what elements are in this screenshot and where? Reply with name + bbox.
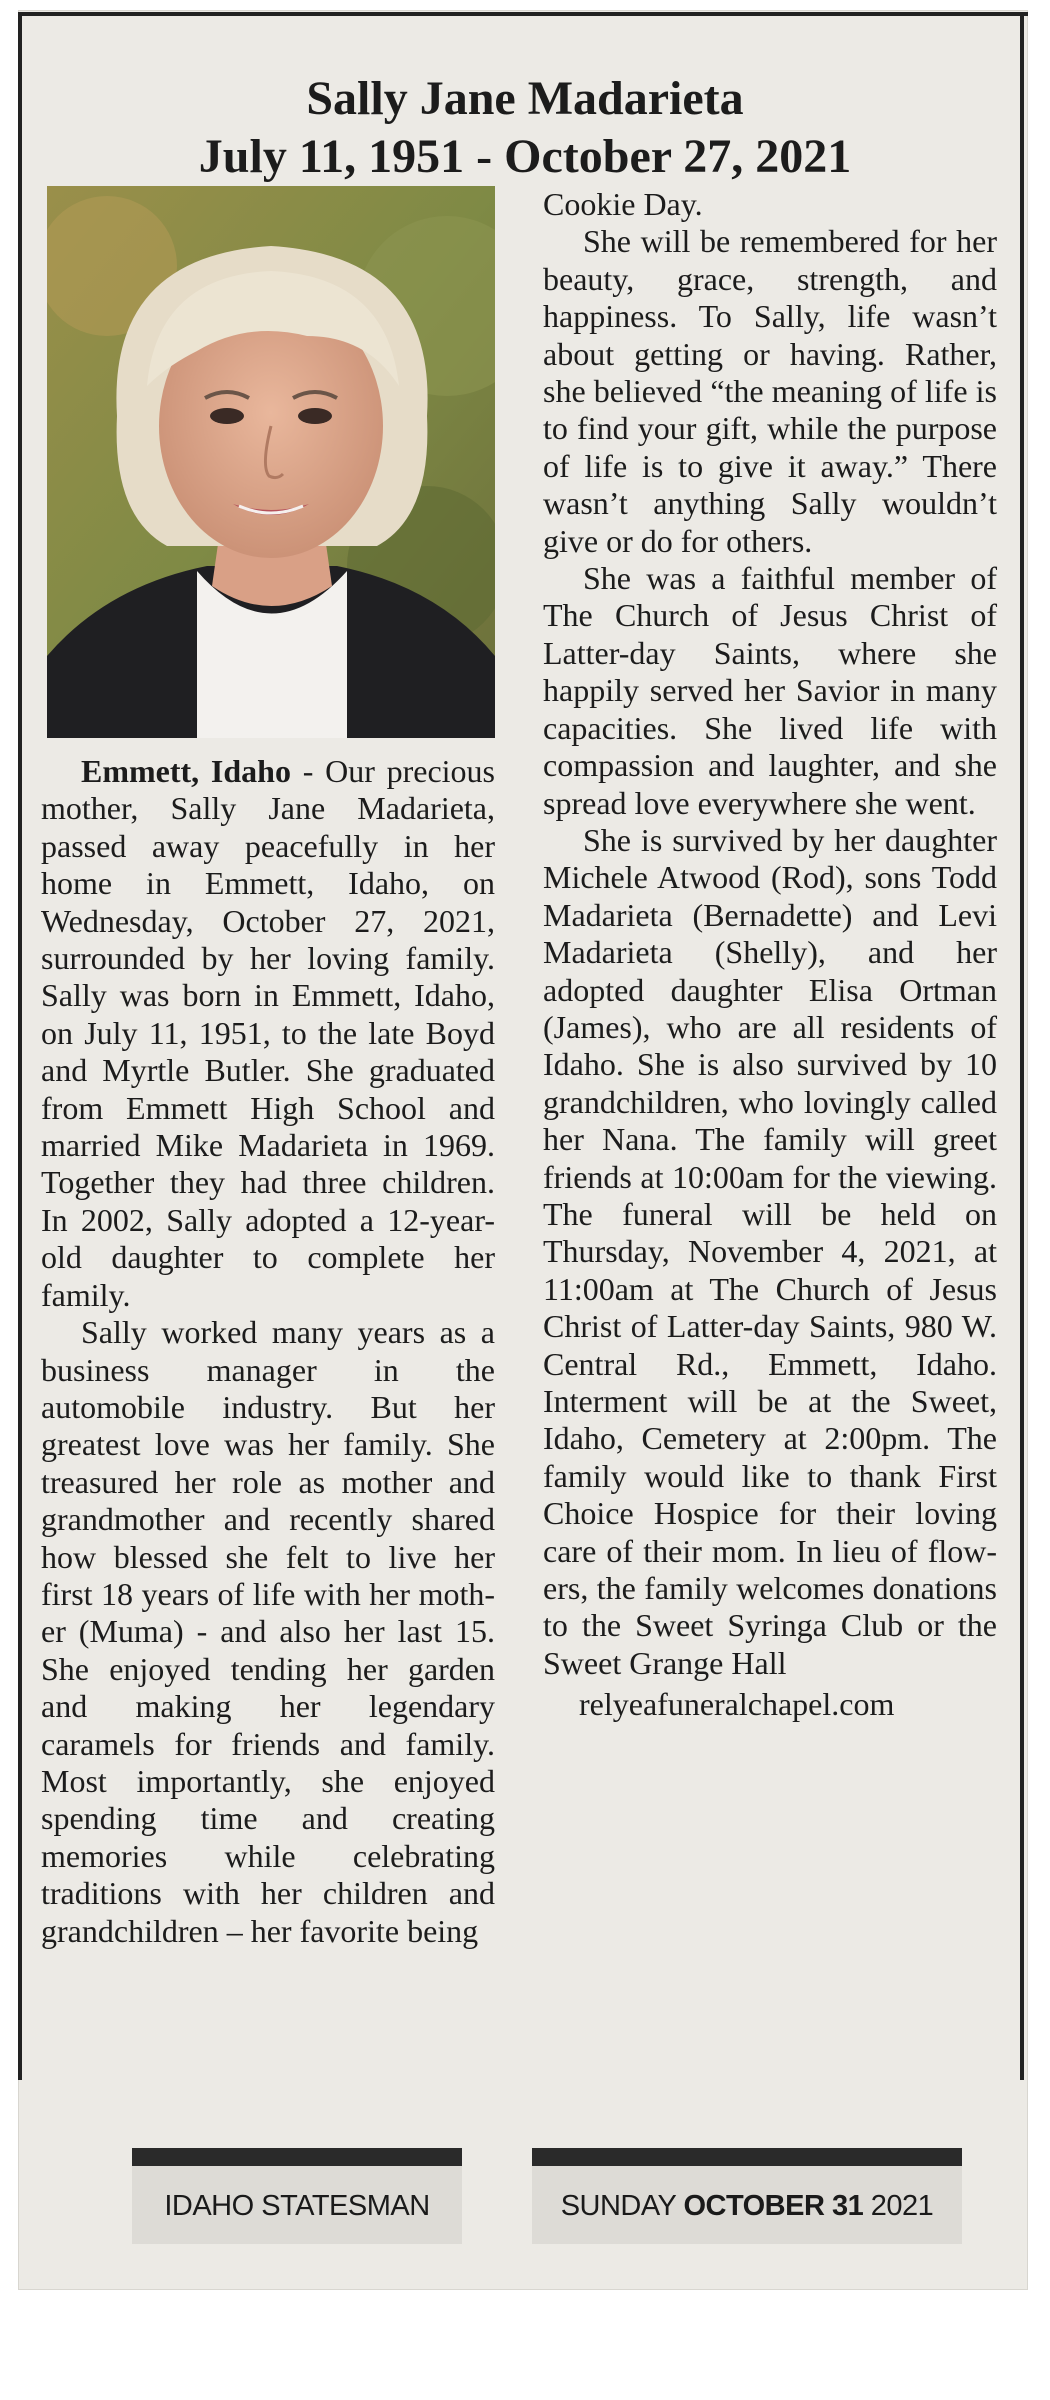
obituary-paragraph-3: She will be remembered for her beauty, grace, strength, and happiness. To Sally, life wasn’t about getting or having. Rather, she believed “the meaning of life is to find your gift, while the purpose of life is to give it away.” There wasn’t anything Sally wouldn’t give or do for others.	[543, 223, 997, 559]
footer-rule-left	[132, 2148, 462, 2166]
obituary-paragraph-1	[41, 753, 495, 1314]
footer-paper-name: IDAHO STATESMAN	[164, 2190, 430, 2222]
obituary-paragraph-5: She is survived by her daughter Michele Atwood (Rod), sons Todd Madarieta (Bernadette) and Levi Madarieta (Shelly), and her adopted daughter Elisa Ortman (James), who are all residents of Idaho. She is also survived by 10 grandchildren, who lovingly called her Nana. The family will greet friends at 10:00am for the viewing. The funeral will be held on Thursday, November 4, 2021, at 11:00am at The Church of Jesus Christ of Latter-day Saints, 980 W. Central Rd., Emmett, Idaho. Interment will be at the Sweet, Idaho, Cemetery at 2:00pm. The family would like to thank First Choice Hospice for their loving care of their mom. In lieu of flowers, the family welcomes donations to the Sweet Syringa Club or the Sweet Grange Hall	[543, 821, 997, 1681]
obituary-dates: July 11, 1951 - October 27, 2021	[198, 130, 852, 183]
frame-top-rule	[18, 12, 1028, 16]
obituary-column-left	[41, 753, 495, 1950]
obituary-paragraph-2-continued: Cookie Day.	[543, 186, 703, 222]
footer-year: 2021	[870, 2190, 934, 2222]
footer-month-day: OCTOBER 31	[683, 2190, 864, 2222]
obituary-paragraph-2: Sally worked many years as a business manager in the automobile industry. But her greatest love was her family. She treasured her role as mother and grandmother and recently shared how blessed she felt to live her first 18 years of life with her mother (Muma) - and also her last 15. She enjoyed tending her garden and making her legendary caramels for friends and family. Most importantly, she enjoyed spending time and creating memories while celebrating traditions with her children and grandchildren – her favorite being	[41, 1314, 495, 1949]
obituary-dateline: Emmett, Idaho	[81, 753, 291, 789]
portrait-photo	[47, 186, 495, 738]
obituary-headline	[30, 70, 1020, 186]
obituary-paragraph-4: She was a faithful member of The Church of Jesus Christ of Latter-day Saints, where she happily served her Savior in many capacities. She lived life with compassion and laughter, and she spread love everywhere she went.	[543, 560, 997, 821]
footer-date	[532, 2190, 962, 2223]
footer-day: SUNDAY	[560, 2190, 676, 2222]
obituary-name: Sally Jane Madarieta	[306, 72, 744, 125]
obituary-column-right	[543, 186, 997, 1724]
portrait-illustration	[47, 186, 495, 738]
frame-left-rule	[18, 12, 22, 2080]
frame-right-rule	[1020, 12, 1024, 2080]
footer-rule-right	[532, 2148, 962, 2166]
obituary-paragraph-1-text: - Our precious mother, Sally Jane Madarieta, passed away peacefully in her home in Emmett, Idaho, on Wednesday, October 27, 2021, surrounded by her loving family. Sally was born in Emmett, Idaho, on July 11, 1951, to the late Boyd and Myrtle Butler. She graduated from Emmett High School and married Mike Madarieta in 1969. Together they had three children. In 2002, Sally adopted a 12-year-old daughter to complete her family.	[41, 753, 496, 1313]
funeral-home-website: relyeafuneralchapel.com	[579, 1686, 895, 1723]
